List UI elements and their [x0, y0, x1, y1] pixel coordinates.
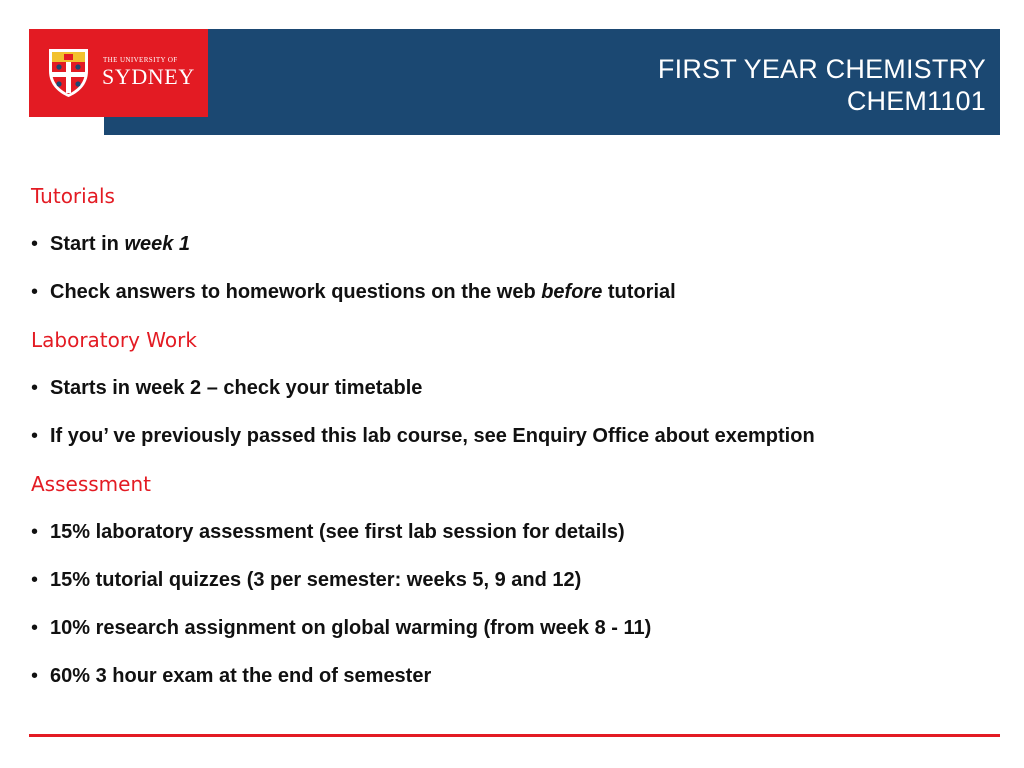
- logo-big-text: SYDNEY: [102, 64, 195, 89]
- title-line-1: FIRST YEAR CHEMISTRY: [657, 54, 986, 84]
- bullet-item: [31, 652, 1011, 700]
- bullet-icon: •: [31, 232, 39, 255]
- bullet-text: 60% 3 hour exam at the end of semester: [50, 664, 432, 687]
- bullet-icon: •: [31, 424, 39, 447]
- bullet-text: 10% research assignment on global warming (from week 8 - 11): [50, 616, 652, 639]
- title-line-2: CHEM1101: [846, 86, 986, 116]
- bullet-icon: •: [31, 568, 39, 591]
- bullet-text: 15% tutorial quizzes (3 per semester: weeks 5, 9 and 12): [50, 568, 582, 591]
- section-heading-laboratory-work: Laboratory Work: [31, 328, 197, 352]
- bullet-text: 15% laboratory assessment (see first lab session for details): [50, 520, 625, 543]
- bullet-icon: •: [31, 376, 39, 399]
- bullet-item: [31, 268, 1011, 316]
- bullet-icon: •: [31, 520, 39, 543]
- bullet-icon: •: [31, 280, 39, 303]
- bullet-icon: •: [31, 616, 39, 639]
- bullet-item: [31, 604, 1011, 652]
- crest-icon: [46, 45, 91, 99]
- logo-small-text: THE UNIVERSITY OF: [103, 56, 178, 64]
- section-heading-assessment: Assessment: [31, 472, 151, 496]
- bullet-text: If you’ ve previously passed this lab course, see Enquiry Office about exemption: [50, 424, 815, 447]
- slide-content: [31, 172, 1011, 700]
- bullet-item: [31, 364, 1011, 412]
- section-heading-tutorials: Tutorials: [31, 184, 115, 208]
- bullet-icon: •: [31, 664, 39, 687]
- header-bar: [104, 29, 1000, 135]
- bullet-text: Starts in week 2 – check your timetable: [50, 376, 423, 399]
- bullet-text: Check answers to homework questions on the web before tutorial: [50, 280, 676, 303]
- footer-divider: [29, 734, 1000, 737]
- bullet-item: [31, 556, 1011, 604]
- university-logo: [29, 29, 208, 117]
- bullet-text: Start in week 1: [50, 232, 191, 255]
- bullet-item: [31, 412, 1011, 460]
- bullet-item: [31, 220, 1011, 268]
- slide-title: [658, 53, 986, 117]
- bullet-item: [31, 508, 1011, 556]
